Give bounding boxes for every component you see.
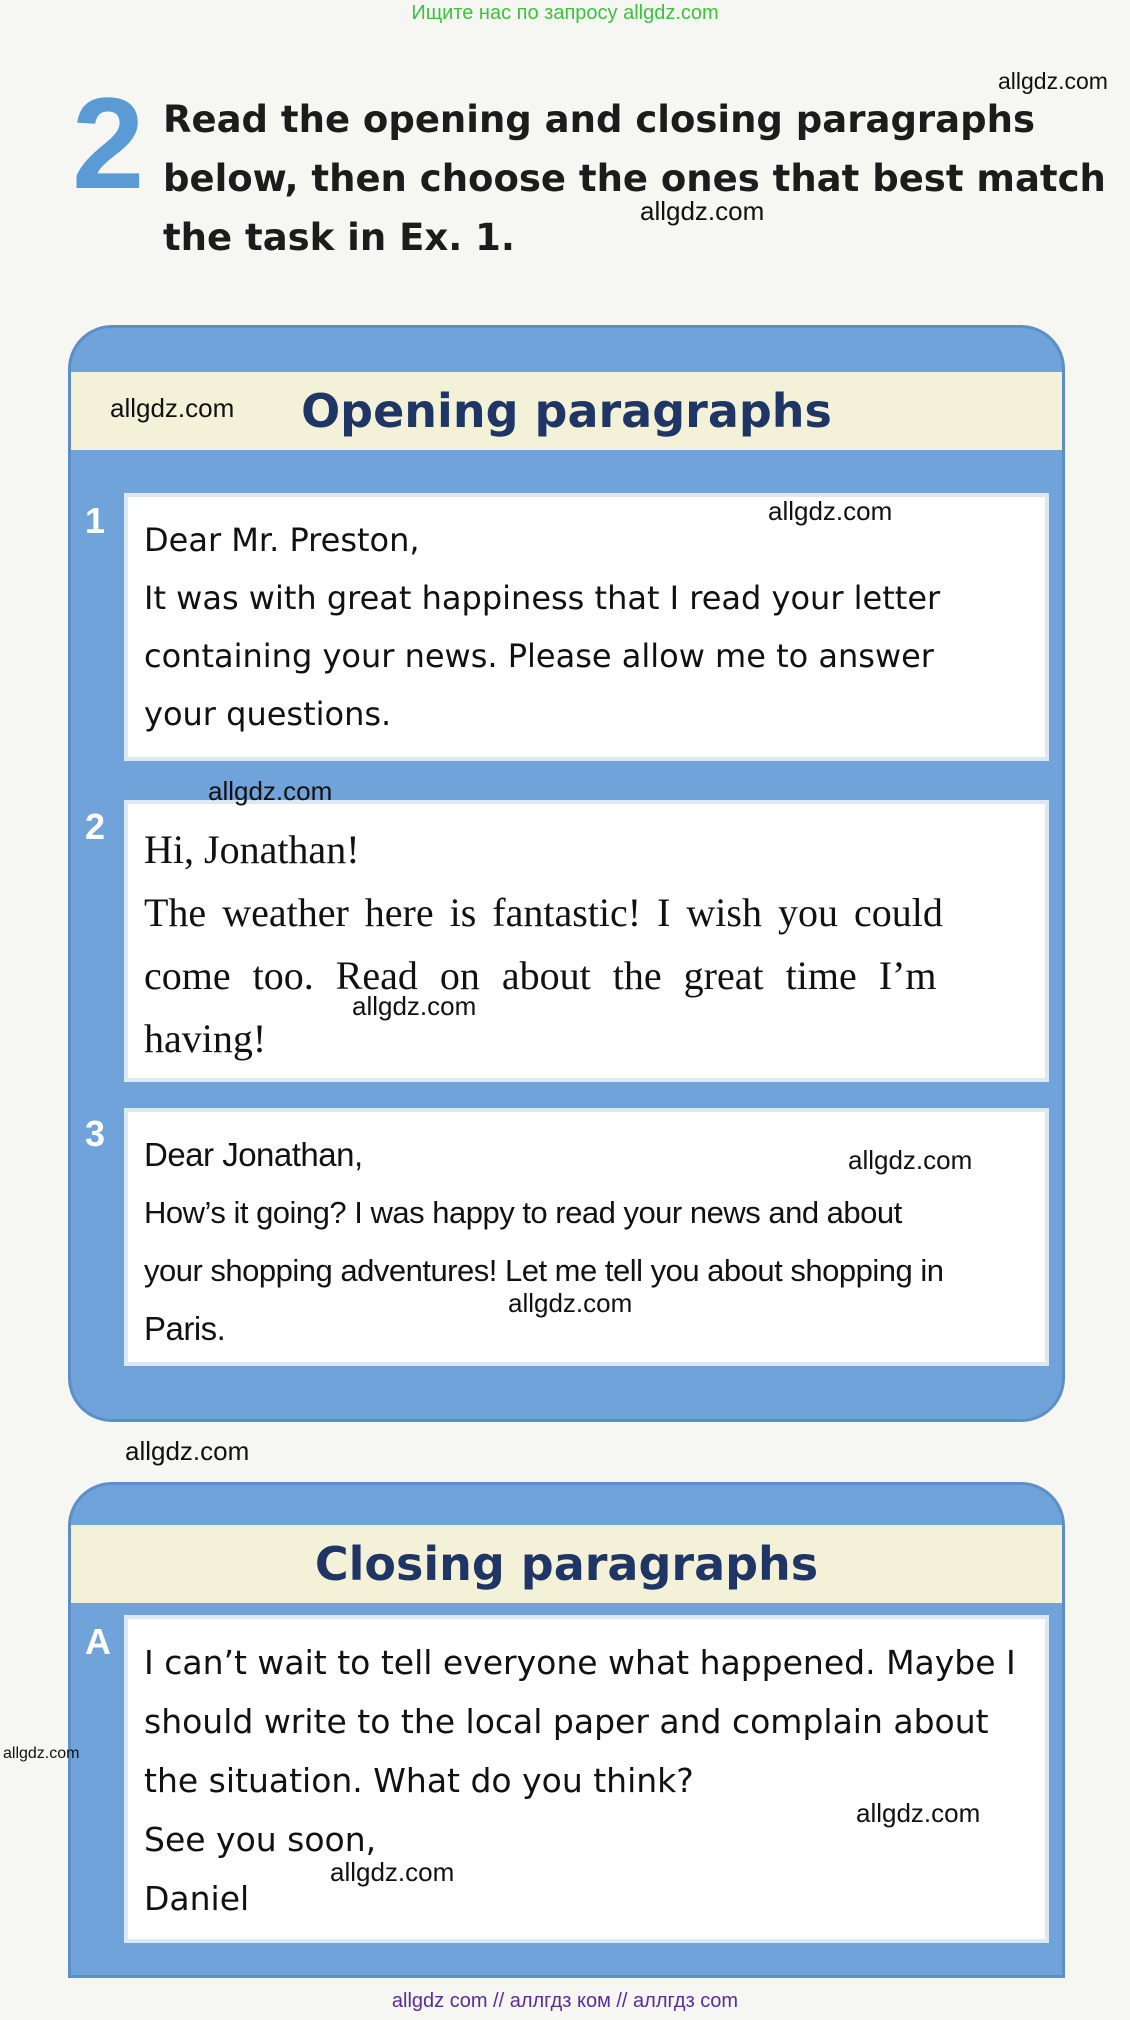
paragraph-line: your questions.	[144, 695, 392, 733]
opening-paragraphs-title: Opening paragraphs	[71, 372, 1062, 450]
watermark: allgdz.com	[110, 393, 235, 423]
instruction-line: the task in Ex. 1.	[163, 216, 515, 259]
watermark: allgdz.com	[998, 68, 1108, 94]
paragraph-line: the situation. What do you think?	[144, 1761, 694, 1800]
paragraph-line: your shopping adventures! Let me tell you about shopping in	[144, 1253, 944, 1288]
paragraph-number: 2	[85, 806, 106, 847]
paragraph-line: I can’t wait to tell everyone what happened. Maybe I	[144, 1643, 1016, 1682]
watermark: allgdz.com	[3, 1745, 80, 1762]
watermark: allgdz.com	[640, 196, 765, 226]
opening-paragraph-2	[124, 800, 1049, 1082]
watermark: allgdz.com	[508, 1288, 633, 1318]
exercise-instruction	[163, 90, 1106, 267]
opening-paragraphs-panel	[68, 325, 1065, 1422]
closing-paragraphs-panel	[68, 1482, 1065, 1978]
watermark: allgdz.com	[352, 991, 477, 1021]
paragraph-line: How’s it going? I was happy to read your news and about	[144, 1195, 902, 1230]
watermark: allgdz.com	[768, 496, 893, 526]
paragraph-number: 1	[85, 500, 106, 541]
paragraph-line: Dear Mr. Preston,	[144, 521, 420, 559]
closing-paragraphs-title: Closing paragraphs	[71, 1525, 1062, 1603]
paragraph-line: having!	[144, 1016, 267, 1061]
watermark: allgdz.com	[125, 1436, 250, 1466]
paragraph-letter: A	[85, 1621, 111, 1662]
closing-paragraph-a	[124, 1615, 1049, 1943]
watermark: allgdz.com	[330, 1857, 455, 1887]
paragraph-line: should write to the local paper and complain about	[144, 1702, 989, 1741]
watermark: allgdz.com	[208, 776, 333, 806]
instruction-line: Read the opening and closing paragraphs	[163, 98, 1035, 141]
exercise-number: 2	[72, 70, 145, 216]
paragraph-line: See you soon,	[144, 1820, 377, 1859]
paragraph-line: Daniel	[144, 1879, 250, 1918]
paragraph-line: containing your news. Please allow me to answer	[144, 637, 934, 675]
paragraph-number: 3	[85, 1113, 106, 1154]
bottom-banner[interactable]: allgdz com // аллгдз ком // аллгдз com	[391, 1990, 739, 2012]
paragraph-line: Paris.	[144, 1310, 226, 1347]
watermark: allgdz.com	[848, 1145, 973, 1175]
top-banner[interactable]: Ищите нас по запросу allgdz.com	[411, 2, 719, 24]
opening-paragraph-1	[124, 493, 1049, 761]
paragraph-line: come too. Read on about the great time I’m	[144, 953, 937, 998]
instruction-line: below, then choose the ones that best match	[163, 157, 1106, 200]
paragraph-line: Hi, Jonathan!	[144, 827, 360, 872]
paragraph-line: Dear Jonathan,	[144, 1136, 363, 1173]
paragraph-line: The weather here is fantastic! I wish you could	[144, 890, 943, 935]
paragraph-line: It was with great happiness that I read your letter	[144, 579, 941, 617]
watermark: allgdz.com	[856, 1798, 981, 1828]
